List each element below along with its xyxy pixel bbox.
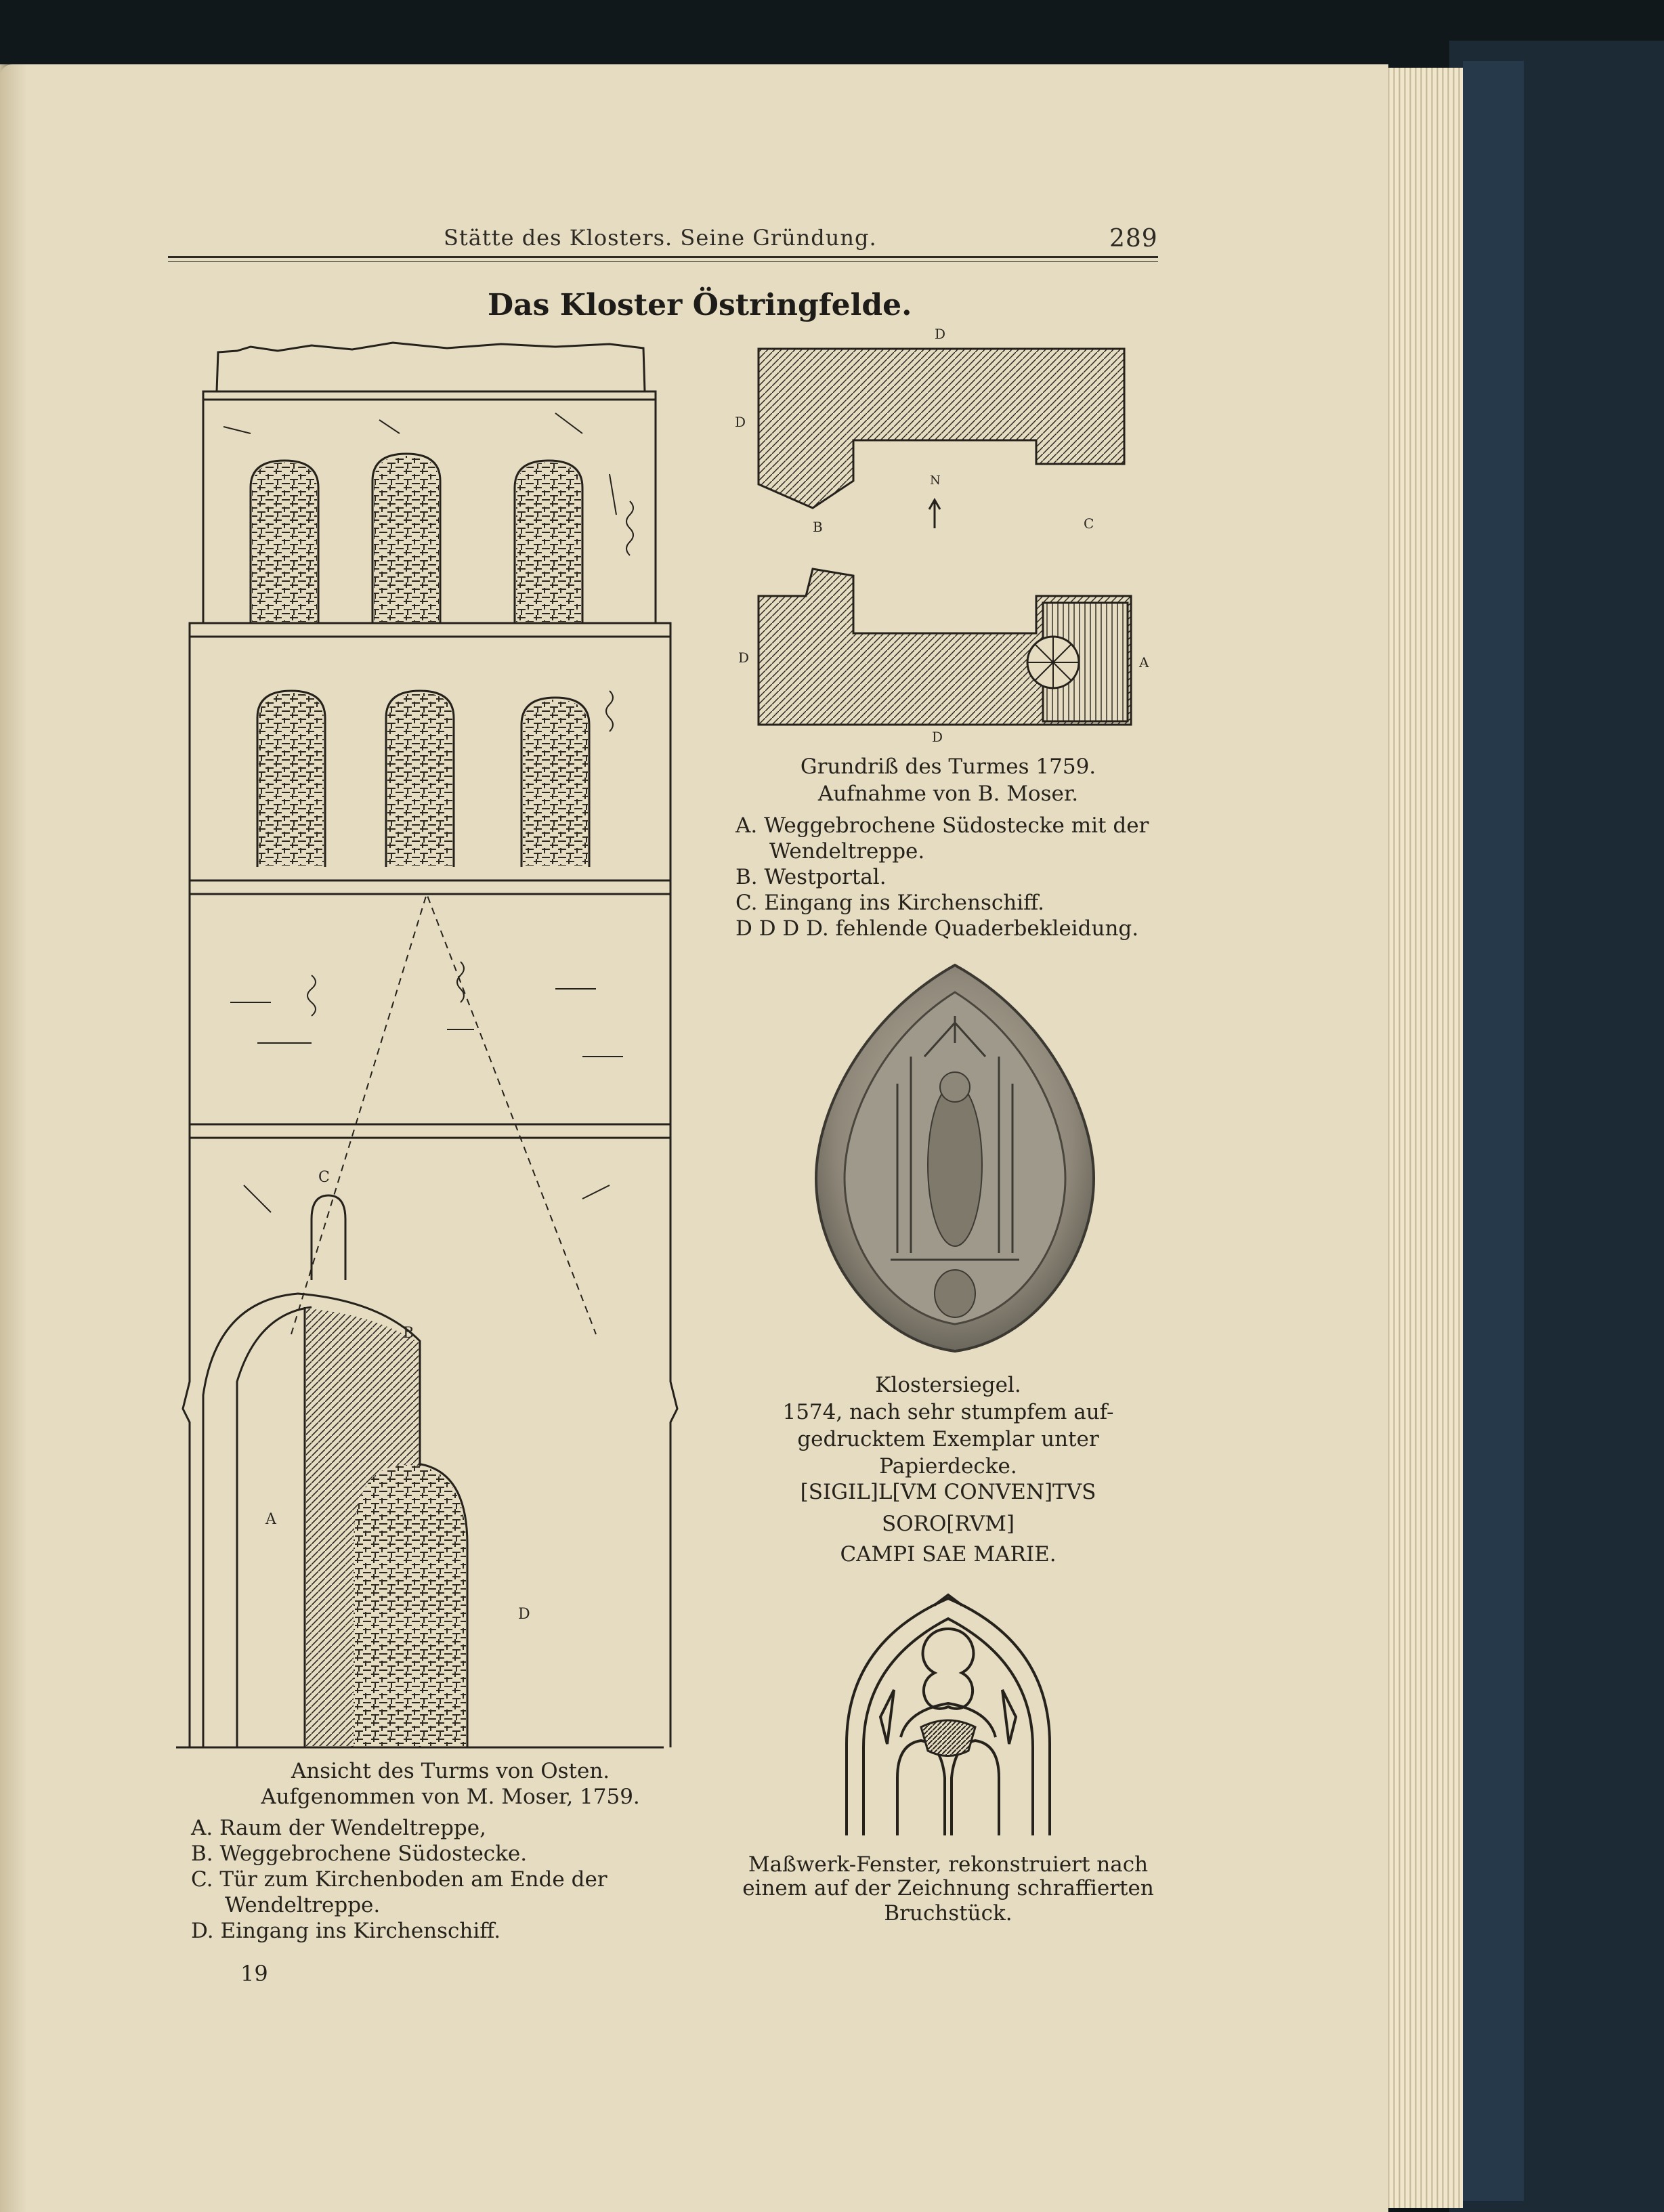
book-binding-top (0, 0, 1664, 75)
seal-note-line1: 1574, nach sehr stumpfem auf- (782, 1400, 1114, 1424)
header-rule-thin (168, 261, 1158, 262)
plan-caption-line2: Aufnahme von B. Moser. (817, 782, 1079, 806)
plan-label-a: A (1139, 654, 1149, 671)
window-caption-line3: Bruchstück. (884, 1901, 1012, 1926)
plan-legend-item: Wendeltreppe. (769, 839, 925, 864)
tracery-window-drawing (833, 1588, 1063, 1839)
plan-legend-item: B. Westportal. (735, 865, 887, 889)
tower-legend (191, 1815, 607, 1944)
plan-label-n: N (930, 473, 941, 488)
gutter-shadow (0, 64, 27, 2212)
header-rule (168, 256, 1158, 258)
plan-legend-item: A. Weggebrochene Südostecke mit der (735, 813, 1149, 838)
plate-title: Das Kloster Östringfelde. (488, 288, 912, 322)
tower-label-a: A (265, 1511, 276, 1528)
tower-legend-item: Wendeltreppe. (225, 1893, 381, 1917)
tower-label-d: D (518, 1606, 530, 1623)
seal-inscription-line3: CAMPI SAE MARIE. (840, 1542, 1057, 1567)
plan-legend-item: C. Eingang ins Kirchenschiff. (735, 891, 1044, 915)
plan-label-c: C (1084, 515, 1094, 532)
tower-caption-line1: Ansicht des Turms von Osten. (291, 1759, 610, 1783)
seal-caption: Klostersiegel. (875, 1373, 1021, 1397)
plan-caption-line1: Grundriß des Turmes 1759. (800, 754, 1096, 779)
convent-seal-image (809, 962, 1101, 1355)
tower-caption-line2: Aufgenommen von M. Moser, 1759. (261, 1785, 640, 1809)
seal-note-line2: gedrucktem Exemplar unter (797, 1427, 1099, 1451)
floor-plan-drawing (731, 325, 1165, 745)
running-title: Stätte des Klosters. Seine Gründung. (444, 225, 877, 251)
plan-legend (735, 813, 1149, 941)
plan-label-d-bottom: D (932, 729, 943, 745)
plan-label-d-left: D (735, 414, 746, 430)
tower-legend-item: B. Weggebrochene Südostecke. (191, 1842, 528, 1866)
page-number: 289 (1109, 225, 1158, 253)
window-caption-line2: einem auf der Zeichnung schraffierten (742, 1876, 1154, 1900)
seal-inscription-line2: SORO[RVM] (882, 1512, 1015, 1536)
seal-note-line3: Papierdecke. (879, 1454, 1017, 1479)
tower-elevation-drawing (176, 339, 664, 1754)
plan-label-d-top: D (935, 326, 946, 342)
seal-inscription-line1: [SIGIL]L[VM CONVEN]TVS (800, 1480, 1096, 1504)
signature-mark: 19 (240, 1961, 268, 1986)
window-caption-line1: Maßwerk-Fenster, rekonstruiert nach (748, 1852, 1149, 1877)
tower-label-c: C (318, 1169, 330, 1186)
book-cover-edge (1463, 61, 1524, 2201)
plan-label-d-left2: D (738, 650, 750, 666)
plan-label-b: B (813, 519, 823, 535)
tower-label-b: B (403, 1325, 414, 1342)
plan-legend-item: D D D D. fehlende Quaderbekleidung. (735, 916, 1139, 941)
tower-legend-item: D. Eingang ins Kirchenschiff. (191, 1919, 501, 1943)
tower-legend-item: C. Tür zum Kirchenboden am Ende der (191, 1867, 607, 1892)
tower-legend-item: A. Raum der Wendeltreppe, (191, 1816, 486, 1840)
